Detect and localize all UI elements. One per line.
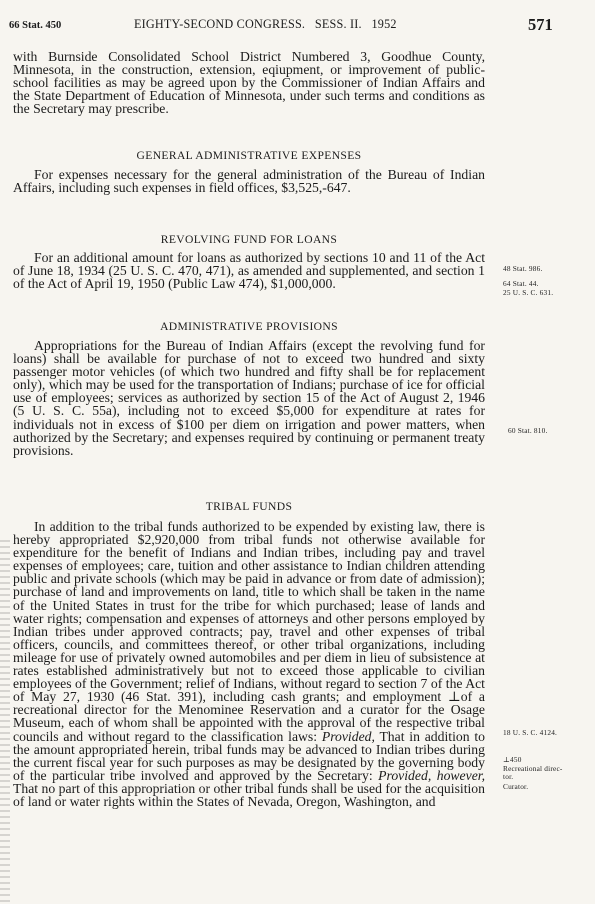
proviso-however-text: That no part of this appropriation or other tribal funds shall be used for the acquisition of land or water rights within the States of Nevada, Oregon, Washington, and: [13, 780, 485, 809]
margin-note-text: 48 Stat. 986.: [503, 264, 543, 273]
margin-note-text: Recreational direc-: [503, 763, 563, 773]
margin-note-text: ⊥450: [503, 755, 522, 764]
page-title: EIGHTY-SECOND CONGRESS. SESS. II. 1952: [134, 17, 397, 31]
margin-note-48-stat: [503, 265, 593, 274]
admin-provisions-paragraph: Appropriations for the Bureau of Indian Affairs (except the revolving fund for loans) shall be available for purchase of not to exceed two hundred and sixty passenger motor vehicles (of which two hundred and fifty shall be for replacement only), which may be used for the transportation of Indians; purchase of ice for official use of employees; services as authorized by section 15 of the Act of August 2, 1946 (5 U. S. C. 55a), including not to exceed $5,000 for expenditure at rates for individuals not in excess of $100 per diem on irrigation and power matters, when authorized by the Secretary; and expenses required by continuing or permanent treaty provisions.: [13, 338, 485, 458]
tribal-funds-paragraph: [13, 520, 485, 808]
margin-note-text: 18 U. S. C. 4124.: [503, 728, 558, 737]
proviso-text: That in addition to the amount appropriated herein, tribal funds may be advanced to Indian tribes during the current fiscal year for such purposes as may be designated by the governing body of the particular tribe involved and approved by the Secretary:: [13, 728, 485, 783]
revolving-fund-section: [13, 251, 485, 290]
margin-note-text: Curator.: [503, 782, 529, 792]
stat-reference: 66 Stat. 450: [9, 20, 62, 31]
admin-provisions-section: [13, 339, 485, 457]
tribal-funds-section: [13, 520, 485, 808]
tribal-funds-text: In addition to the tribal funds authorized to be expended by existing law, there is hereby appropriated $2,920,000 from tribal funds not otherwise available for expenditure for the benefit of Indians and Indian tribes, including pay and travel expenses of employees; care, tuition and other assistance to Indian children attending public and private schools (which may be paid in advance or from date of admission); purchase of land and improvements on land, title to which shall be taken in the name of the United States in trust for the tribe for which purchased; lease of lands and water rights; compensation and expenses of attorneys and other persons employed by Indian tribes under approved contracts; pay, travel and other expenses of tribal officers, councils, and committees thereof, or other tribal organizations, including mileage for use of privately owned automobiles and per diem in lieu of subsistence at rates established administratively but not to exceed those applicable to civilian employees of the Government; relief of Indians, without regard to section 7 of the Act of May 27, 1930 (46 Stat. 391), including cash grants; and employment ⊥of a recreational director for the Menominee Reservation and a curator for the Osage Museum, each of whom shall be appointed with the approval of the respective tribal councils and without regard to the classification laws:: [13, 519, 485, 744]
heading-general-admin: GENERAL ADMINISTRATIVE EXPENSES: [136, 149, 362, 162]
margin-note-text: 25 U. S. C. 631.: [503, 287, 554, 297]
general-admin-section: [13, 168, 485, 194]
margin-note-recreational-director: [503, 756, 593, 792]
revolving-fund-paragraph: For an additional amount for loans as authorized by sections 10 and 11 of the Act of June 18, 1934 (25 U. S. C. 470, 471), as amended and supplemented, and section 1 of the Act of April 19, 1950 (Public Law 474), $1,000,000.: [13, 250, 485, 292]
proviso-however-label: Provided, however,: [378, 767, 486, 783]
margin-note-text: tor.: [503, 772, 514, 782]
proviso-label: Provided,: [321, 728, 375, 744]
margin-note-18-usc: [503, 729, 593, 738]
heading-tribal-funds: TRIBAL FUNDS: [205, 500, 293, 513]
page-number: 571: [528, 15, 553, 34]
margin-note-text: 64 Stat. 44.: [503, 279, 539, 288]
margin-note-60-stat: [508, 427, 595, 436]
intro-text: with Burnside Consolidated School District Numbered 3, Goodhue County, Minnesota, in the construction, extension, eqiupment, or improvement of public-school facilities as may be agreed upon by the Commissioner of Indian Affairs and the State Department of Education of Minnesota, under such terms and conditions as the Secretary may prescribe.: [13, 49, 485, 117]
general-admin-paragraph: For expenses necessary for the general administration of the Bureau of Indian Affairs, including such expenses in field offices, $3,525,-647.: [13, 167, 485, 196]
heading-admin-provisions: ADMINISTRATIVE PROVISIONS: [160, 320, 338, 333]
binding-edge-shadow: [0, 540, 10, 904]
margin-note-64-stat: [503, 280, 593, 297]
margin-note-text: 60 Stat. 810.: [508, 426, 548, 435]
heading-revolving-fund: REVOLVING FUND FOR LOANS: [160, 233, 338, 246]
intro-paragraph: [13, 50, 485, 115]
